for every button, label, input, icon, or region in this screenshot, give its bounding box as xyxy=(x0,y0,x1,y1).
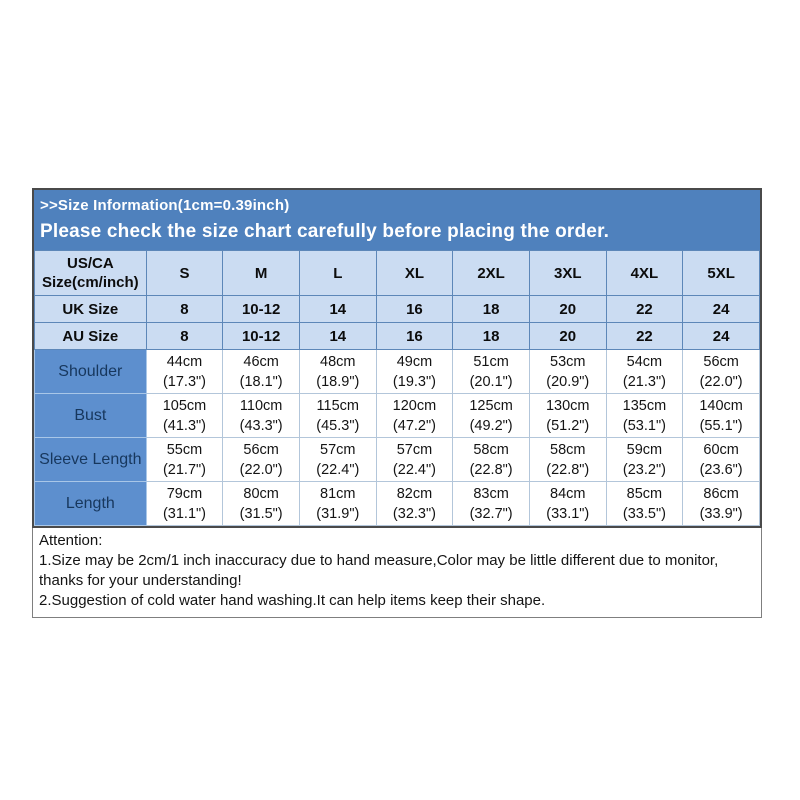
cm-value: 125cm xyxy=(469,397,513,414)
inch-value: (33.5") xyxy=(622,505,666,522)
uk-size-cell: 16 xyxy=(376,296,453,323)
inch-value: (22.8") xyxy=(546,461,590,478)
attention-line-2: 2.Suggestion of cold water hand washing.It can help items keep their shape. xyxy=(39,592,546,609)
measurement-cell xyxy=(223,394,300,438)
cm-value: 46cm xyxy=(243,353,279,370)
inch-value: (18.1") xyxy=(239,373,283,390)
inch-value: (41.3") xyxy=(162,417,206,434)
size-header-row xyxy=(35,251,760,296)
inch-value: (33.9") xyxy=(699,505,743,522)
measurement-cell xyxy=(453,438,530,482)
inch-value: (33.1") xyxy=(546,505,590,522)
uk-size-cell: 24 xyxy=(683,296,760,323)
uk-size-cell: 8 xyxy=(146,296,223,323)
measurement-cell xyxy=(453,350,530,394)
cm-value: 120cm xyxy=(392,397,437,414)
measurement-cell xyxy=(223,482,300,526)
bust-label: Bust xyxy=(35,394,147,438)
cm-value: 82cm xyxy=(396,485,433,502)
measurement-cell xyxy=(146,394,223,438)
inch-value: (18.9") xyxy=(316,373,360,390)
cm-value: 58cm xyxy=(473,441,509,458)
inch-value: (22.0") xyxy=(699,373,743,390)
shoulder-label: Shoulder xyxy=(35,350,147,394)
au-size-row xyxy=(35,323,760,350)
inch-value: (23.6") xyxy=(699,461,743,478)
cm-value: 80cm xyxy=(243,485,279,502)
measurement-cell xyxy=(299,394,376,438)
inch-value: (43.3") xyxy=(239,417,283,434)
inch-value: (31.1") xyxy=(162,505,206,522)
inch-value: (55.1") xyxy=(699,417,743,434)
measurement-cell xyxy=(683,394,760,438)
au-size-cell: 18 xyxy=(453,323,530,350)
cm-value: 49cm xyxy=(396,353,433,370)
cm-value: 54cm xyxy=(626,353,663,370)
measurement-cell xyxy=(606,438,683,482)
inch-value: (45.3") xyxy=(316,417,360,434)
length-row xyxy=(35,482,760,526)
uk-size-label: UK Size xyxy=(35,296,147,323)
measurement-cell xyxy=(529,350,606,394)
size-chart-block xyxy=(32,188,762,618)
shoulder-row xyxy=(35,350,760,394)
au-size-label: AU Size xyxy=(35,323,147,350)
size-table xyxy=(34,250,760,526)
inch-value: (53.1") xyxy=(622,417,666,434)
cm-value: 60cm xyxy=(703,441,739,458)
inch-value: (32.3") xyxy=(392,505,436,522)
uk-size-cell: 14 xyxy=(299,296,376,323)
au-size-cell: 14 xyxy=(299,323,376,350)
inch-value: (32.7") xyxy=(469,505,513,522)
cm-value: 56cm xyxy=(703,353,739,370)
cm-value: 83cm xyxy=(473,485,509,502)
cm-value: 135cm xyxy=(622,397,667,414)
cm-value: 48cm xyxy=(320,353,356,370)
cm-value: 56cm xyxy=(243,441,279,458)
measurement-cell xyxy=(529,482,606,526)
cm-value: 85cm xyxy=(626,485,663,502)
corner-header-line1: US/CA xyxy=(66,255,114,272)
banner xyxy=(34,190,760,250)
uk-size-cell: 18 xyxy=(453,296,530,323)
attention-note xyxy=(32,528,762,618)
measurement-cell xyxy=(529,438,606,482)
measurement-cell xyxy=(683,438,760,482)
cm-value: 44cm xyxy=(166,353,203,370)
size-check-heading: Please check the size chart carefully before placing the order. xyxy=(40,221,610,242)
cm-value: 79cm xyxy=(166,485,203,502)
measurement-cell xyxy=(606,350,683,394)
inch-value: (31.9") xyxy=(316,505,360,522)
corner-header-line2: Size(cm/inch) xyxy=(41,274,139,291)
inch-value: (47.2") xyxy=(392,417,436,434)
inch-value: (17.3") xyxy=(162,373,206,390)
inch-value: (22.4") xyxy=(316,461,360,478)
cm-value: 130cm xyxy=(545,397,590,414)
bust-row xyxy=(35,394,760,438)
sleeve-length-row xyxy=(35,438,760,482)
size-col-header-4xl: 4XL xyxy=(606,251,683,296)
inch-value: (20.9") xyxy=(546,373,590,390)
cm-value: 105cm xyxy=(162,397,207,414)
length-label: Length xyxy=(35,482,147,526)
size-col-header-3xl: 3XL xyxy=(529,251,606,296)
banner-and-table xyxy=(32,188,762,528)
uk-size-cell: 20 xyxy=(529,296,606,323)
measurement-cell xyxy=(683,350,760,394)
measurement-cell xyxy=(376,482,453,526)
inch-value: (22.8") xyxy=(469,461,513,478)
measurement-cell xyxy=(376,350,453,394)
measurement-cell xyxy=(146,350,223,394)
measurement-cell xyxy=(299,350,376,394)
uk-size-cell: 22 xyxy=(606,296,683,323)
inch-value: (20.1") xyxy=(469,373,513,390)
attention-line-1: 1.Size may be 2cm/1 inch inaccuracy due to hand measure,Color may be little different due to monitor, thanks for your understanding! xyxy=(39,552,719,589)
measurement-cell xyxy=(453,394,530,438)
size-col-header-5xl: 5XL xyxy=(683,251,760,296)
measurement-cell xyxy=(223,438,300,482)
cm-value: 57cm xyxy=(320,441,356,458)
inch-value: (22.0") xyxy=(239,461,283,478)
cm-value: 51cm xyxy=(473,353,509,370)
cm-value: 59cm xyxy=(626,441,663,458)
attention-title: Attention: xyxy=(39,532,103,549)
au-size-cell: 24 xyxy=(683,323,760,350)
uk-size-row xyxy=(35,296,760,323)
size-col-header-m: M xyxy=(223,251,300,296)
corner-header xyxy=(35,251,147,296)
inch-value: (21.7") xyxy=(162,461,206,478)
inch-value: (49.2") xyxy=(469,417,513,434)
measurement-cell xyxy=(376,438,453,482)
inch-value: (31.5") xyxy=(239,505,283,522)
size-info-heading: >>Size Information(1cm=0.39inch) xyxy=(40,197,290,214)
measurement-cell xyxy=(376,394,453,438)
au-size-cell: 10-12 xyxy=(223,323,300,350)
au-size-cell: 8 xyxy=(146,323,223,350)
cm-value: 86cm xyxy=(703,485,739,502)
sleeve-length-label: Sleeve Length xyxy=(35,438,147,482)
au-size-cell: 22 xyxy=(606,323,683,350)
measurement-cell xyxy=(146,438,223,482)
measurement-cell xyxy=(146,482,223,526)
size-col-header-l: L xyxy=(299,251,376,296)
measurement-cell xyxy=(529,394,606,438)
cm-value: 55cm xyxy=(166,441,203,458)
inch-value: (19.3") xyxy=(392,373,436,390)
inch-value: (23.2") xyxy=(622,461,666,478)
size-col-header-xl: XL xyxy=(376,251,453,296)
measurement-cell xyxy=(606,394,683,438)
measurement-cell xyxy=(299,482,376,526)
cm-value: 57cm xyxy=(396,441,433,458)
measurement-cell xyxy=(606,482,683,526)
measurement-cell xyxy=(453,482,530,526)
measurement-cell xyxy=(299,438,376,482)
au-size-cell: 16 xyxy=(376,323,453,350)
au-size-cell: 20 xyxy=(529,323,606,350)
inch-value: (22.4") xyxy=(392,461,436,478)
measurement-cell xyxy=(223,350,300,394)
size-col-header-2xl: 2XL xyxy=(453,251,530,296)
cm-value: 115cm xyxy=(316,397,359,414)
cm-value: 140cm xyxy=(699,397,743,414)
cm-value: 84cm xyxy=(550,485,586,502)
cm-value: 81cm xyxy=(320,485,356,502)
size-col-header-s: S xyxy=(146,251,223,296)
cm-value: 110cm xyxy=(239,397,283,414)
cm-value: 58cm xyxy=(550,441,586,458)
cm-value: 53cm xyxy=(550,353,586,370)
inch-value: (21.3") xyxy=(622,373,666,390)
measurement-cell xyxy=(683,482,760,526)
uk-size-cell: 10-12 xyxy=(223,296,300,323)
inch-value: (51.2") xyxy=(546,417,590,434)
